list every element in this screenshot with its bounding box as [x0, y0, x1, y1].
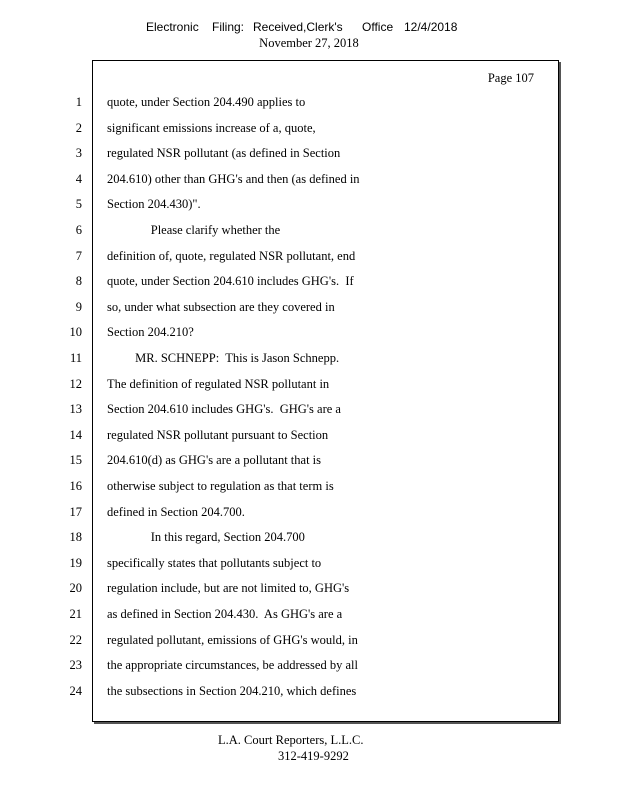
footer-phone: 312-419-9292	[278, 749, 349, 763]
line-text: regulated NSR pollutant pursuant to Section	[107, 427, 329, 442]
line-text: regulated pollutant, emissions of GHG's would, in	[107, 632, 358, 647]
line-number: 21	[69, 607, 82, 621]
line-text: otherwise subject to regulation as that term is	[107, 479, 334, 493]
stamp-office: Office	[362, 20, 394, 34]
line-number: 8	[75, 274, 82, 289]
line-text: In this regard, Section 204.700	[107, 530, 305, 545]
line-text: regulated NSR pollutant (as defined in Section	[107, 146, 341, 161]
line-text: MR. SCHNEPP: This is Jason Schnepp.	[107, 351, 340, 365]
line-number: 18	[69, 530, 82, 545]
line-text: regulation include, but are not limited to, GHG's	[107, 581, 350, 596]
line-number: 9	[75, 299, 82, 314]
line-text: so, under what subsection are they covered in	[107, 299, 335, 314]
line-number: 20	[69, 581, 82, 596]
line-text: Section 204.430)".	[107, 197, 201, 212]
line-number: 6	[75, 223, 82, 237]
stamp-filing: Filing:	[212, 20, 245, 34]
line-number: 2	[75, 120, 82, 135]
line-text: the appropriate circumstances, be addressed by all	[107, 658, 358, 673]
line-number: 4	[75, 171, 82, 186]
line-text: the subsections in Section 204.210, which defines	[107, 683, 357, 698]
line-text: Please clarify whether the	[107, 223, 281, 237]
line-text: significant emissions increase of a, quote,	[107, 120, 316, 135]
line-number: 1	[75, 95, 82, 109]
line-number: 23	[69, 658, 82, 673]
line-number: 7	[75, 248, 82, 263]
line-number: 16	[69, 479, 82, 493]
line-text: Section 204.610 includes GHG's. GHG's are a	[107, 402, 341, 417]
line-number: 19	[69, 555, 82, 570]
line-number: 24	[69, 683, 82, 698]
line-number: 10	[69, 325, 82, 340]
stamp-received-clerks: Received,Clerk's	[253, 20, 343, 34]
line-number: 11	[69, 351, 82, 365]
line-number: 14	[69, 427, 82, 442]
footer-company: L.A. Court Reporters, L.L.C.	[218, 733, 364, 747]
stamp-date: 12/4/2018	[404, 20, 458, 34]
line-text: specifically states that pollutants subject to	[107, 555, 322, 570]
line-number: 5	[75, 197, 82, 212]
line-text: 204.610) other than GHG's and then (as defined in	[107, 171, 360, 186]
page-number: Page 107	[487, 71, 534, 85]
line-text: quote, under Section 204.610 includes GHG's. If	[107, 274, 354, 289]
line-text: defined in Section 204.700.	[107, 504, 245, 519]
line-text: Section 204.210?	[107, 325, 194, 340]
line-number: 22	[69, 632, 82, 647]
line-number: 3	[75, 146, 82, 161]
stamp-electronic: Electronic	[146, 20, 199, 34]
line-number: 12	[69, 376, 82, 391]
line-text: 204.610(d) as GHG's are a pollutant that is	[107, 453, 322, 468]
line-text: The definition of regulated NSR pollutant in	[107, 376, 330, 391]
line-number: 17	[69, 504, 82, 519]
line-number: 13	[69, 402, 82, 417]
line-text: quote, under Section 204.490 applies to	[107, 95, 306, 109]
transcript-date: November 27, 2018	[259, 36, 359, 50]
line-text: as defined in Section 204.430. As GHG's are a	[107, 607, 343, 621]
line-text: definition of, quote, regulated NSR pollutant, end	[107, 248, 356, 263]
line-number: 15	[69, 453, 82, 468]
